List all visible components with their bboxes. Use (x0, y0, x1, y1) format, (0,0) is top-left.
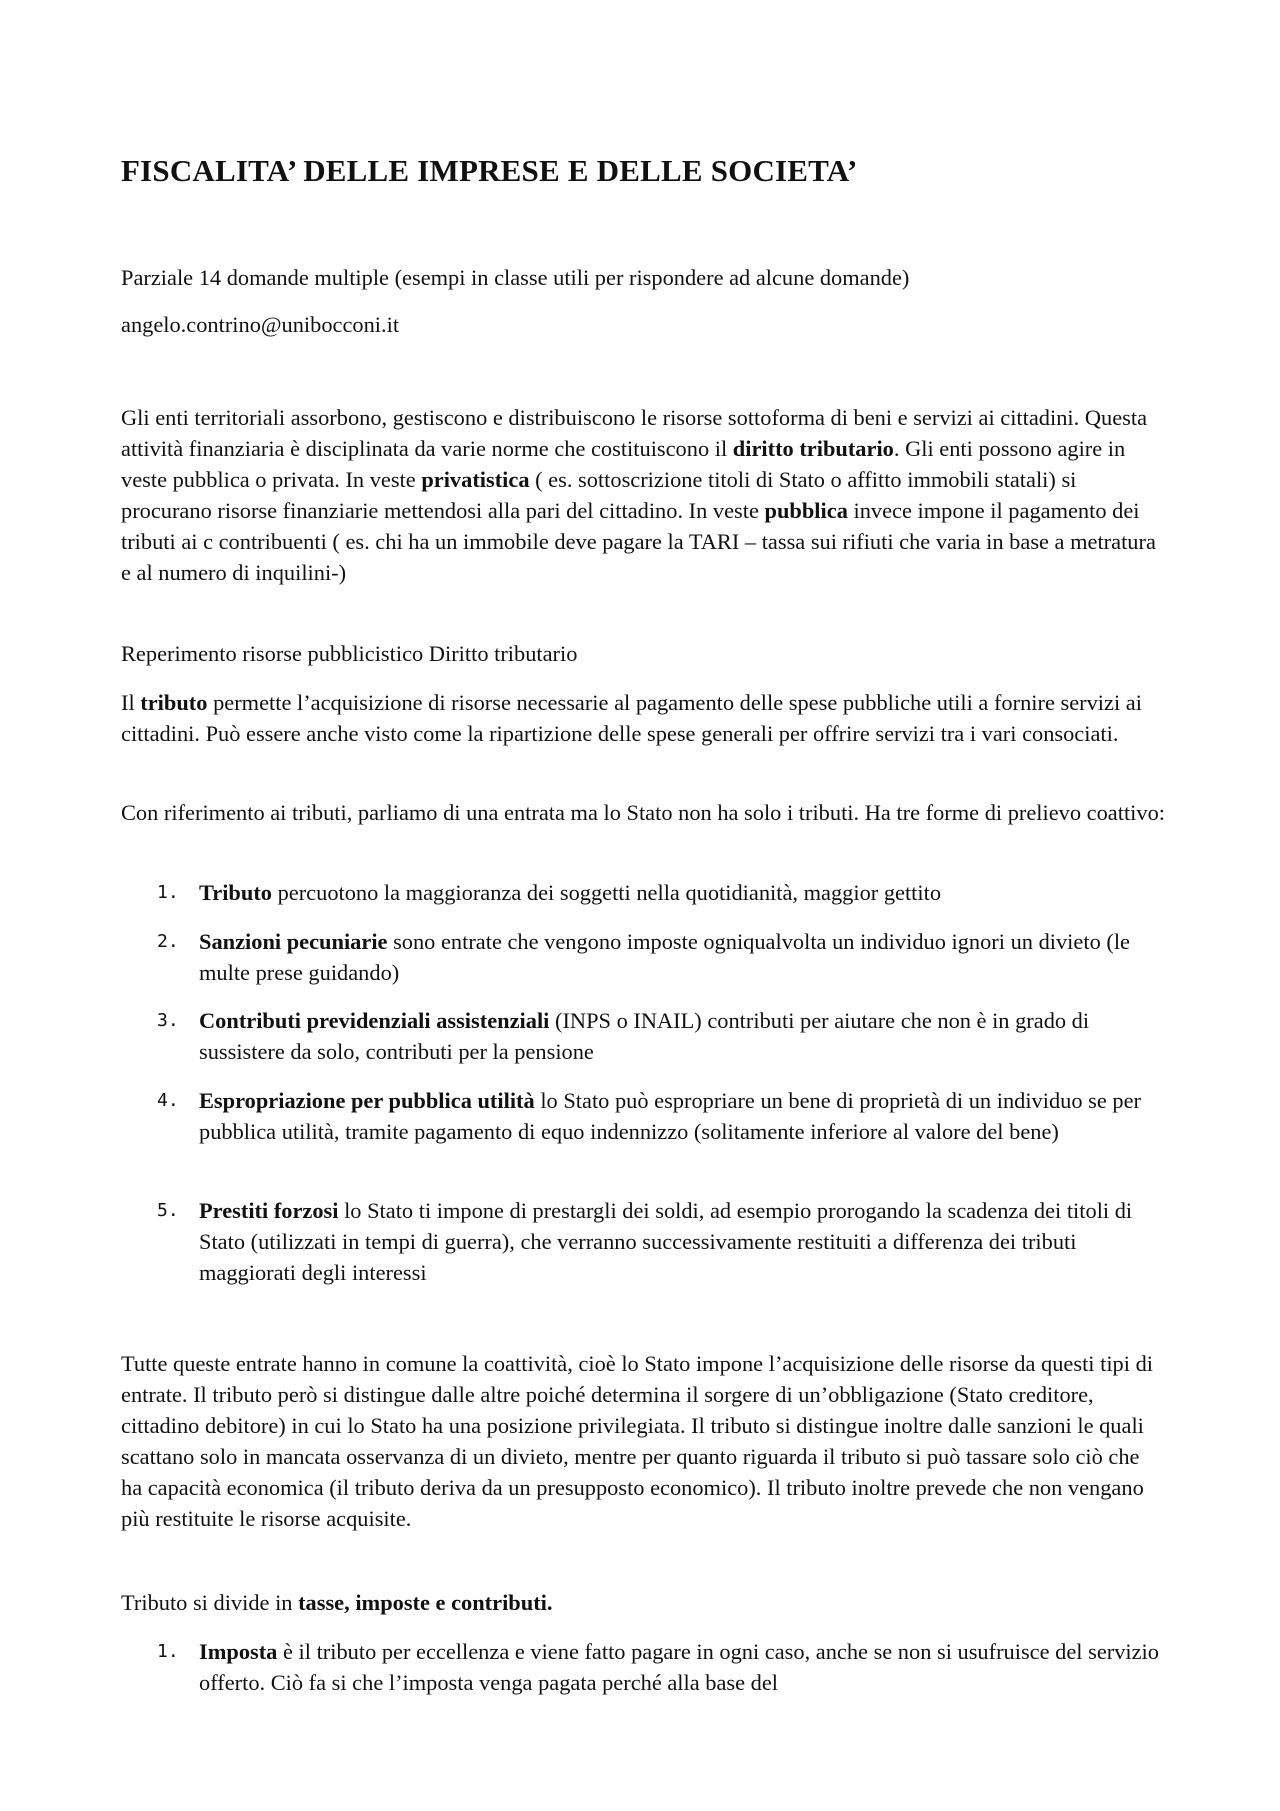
intro-line: Parziale 14 domande multiple (esempi in classe utili per rispondere ad alcune domande) (121, 265, 910, 290)
bold-term: imposte e contributi. (355, 1590, 553, 1615)
list-number: 2. (157, 931, 179, 952)
text-run: Tributo si divide in (121, 1590, 299, 1615)
paragraph-coattivita: Tutte queste entrate hanno in comune la coattività, cioè lo Stato impone l’acquisizione delle risorse da questi tipi di entrate. Il tributo però si distingue dalle altre poiché determina il sorgere di un’obbligazione (Stato creditore, cittadino debitore) in cui lo Stato ha una posizione privilegiata. Il tributo si distingue inoltre dalle sanzioni le quali scattano solo in mancata osservanza di un divieto, mentre per quanto riguarda il tributo si può tassare solo ciò che ha capacità economica (il tributo deriva da un presupposto economico). Il tributo inoltre prevede che non vengano più restituite le risorse acquisite. (121, 1351, 1153, 1531)
text-run: Gli enti territoriali assorbono, gestiscono e distribuiscono le risorse sottoforma di beni e servizi ai cittadini. Questa attività finanziaria è disciplinata da varie norme che costituiscono il (121, 405, 1148, 461)
text-run: lo Stato può espropriare un bene di proprietà di un individuo se per pubblica utilità, tramite pagamento di equo indennizzo (solitamente inferiore al valore del bene) (199, 1088, 1141, 1144)
text-run: sono entrate che vengono imposte ogniqualvolta un individuo ignori un divieto (le multe prese guidando) (199, 929, 1130, 985)
bold-term: Imposta (199, 1639, 278, 1664)
text-run: lo Stato ti impone di prestargli dei soldi, ad esempio prorogando la scadenza dei titoli di Stato (utilizzati in tempi di guerra), che verranno successivamente restituiti a differenza dei tributi maggiorati degli interessi (199, 1198, 1133, 1285)
paragraph-reperimento: Reperimento risorse pubblicistico Diritto tributario (121, 641, 578, 666)
text-run: permette l’acquisizione di risorse necessarie al pagamento delle spese pubbliche utili a fornire servizi ai cittadini. Può essere anche visto come la ripartizione delle spese generali per offrire servizi tra i vari consociati. (121, 690, 1142, 746)
text-run: (INPS o INAIL) contributi per aiutare che non è in grado di sussistere da solo, contributi per la pensione (199, 1008, 1090, 1064)
list-item-text (199, 1085, 1166, 1147)
bold-term: , (344, 1590, 356, 1615)
bold-term: diritto tributario (732, 436, 894, 461)
list-item-text (199, 1195, 1166, 1288)
text-run: è il tributo per eccellenza e viene fatto pagare in ogni caso, anche se non si usufruisce del servizio offerto. Ciò fa si che l’imposta venga pagata perché alla base del (199, 1639, 1159, 1695)
bold-term: Prestiti forzosi (199, 1198, 339, 1223)
paragraph-enti-territoriali (121, 402, 1166, 588)
list-item-text (199, 926, 1166, 988)
list-item-text (199, 1005, 1166, 1067)
paragraph-prelievo: Con riferimento ai tributi, parliamo di una entrata ma lo Stato non ha solo i tributi. Ha tre forme di prelievo coattivo: (121, 800, 1166, 825)
list-number: 1. (157, 1641, 179, 1662)
text-run: . Gli enti possono agire in veste pubblica o privata. In veste (121, 436, 1126, 492)
list-number: 3. (157, 1010, 179, 1031)
text-run: percuotono la maggioranza dei soggetti nella quotidianità, maggior gettito (272, 880, 942, 905)
bold-term: Sanzioni pecuniarie (199, 929, 388, 954)
bold-term: Tributo (199, 880, 272, 905)
list-item-text (199, 1636, 1166, 1698)
bold-term: Contributi previdenziali assistenziali (199, 1008, 550, 1033)
list-number: 4. (157, 1090, 179, 1111)
bold-term: tasse (298, 1590, 345, 1615)
bold-term: privatistica (421, 467, 530, 492)
list-item-text (199, 877, 1166, 908)
bold-term: tributo (140, 690, 208, 715)
text-run: Il (121, 690, 141, 715)
email-text: angelo.contrino@unibocconi.it (121, 312, 400, 337)
paragraph-tributo (121, 687, 1166, 749)
text-run: invece impone il pagamento dei tributi ai c contribuenti ( es. chi ha un immobile deve pagare la TARI – tassa sui rifiuti che varia in base a metratura e al numero di inquilini-) (121, 498, 1156, 585)
text-run: ( es. sottoscrizione titoli di Stato o affitto immobili statali) si procurano risorse finanziarie mettendosi alla pari del cittadino. In veste (121, 467, 1077, 523)
page-title: FISCALITA’ DELLE IMPRESE E DELLE SOCIETA’ (121, 153, 858, 188)
bold-term: Espropriazione per pubblica utilità (199, 1088, 535, 1113)
bold-term: pubblica (764, 498, 848, 523)
paragraph-tributo-divisione (121, 1587, 1166, 1618)
list-number: 5. (157, 1200, 179, 1221)
list-number: 1. (157, 882, 179, 903)
